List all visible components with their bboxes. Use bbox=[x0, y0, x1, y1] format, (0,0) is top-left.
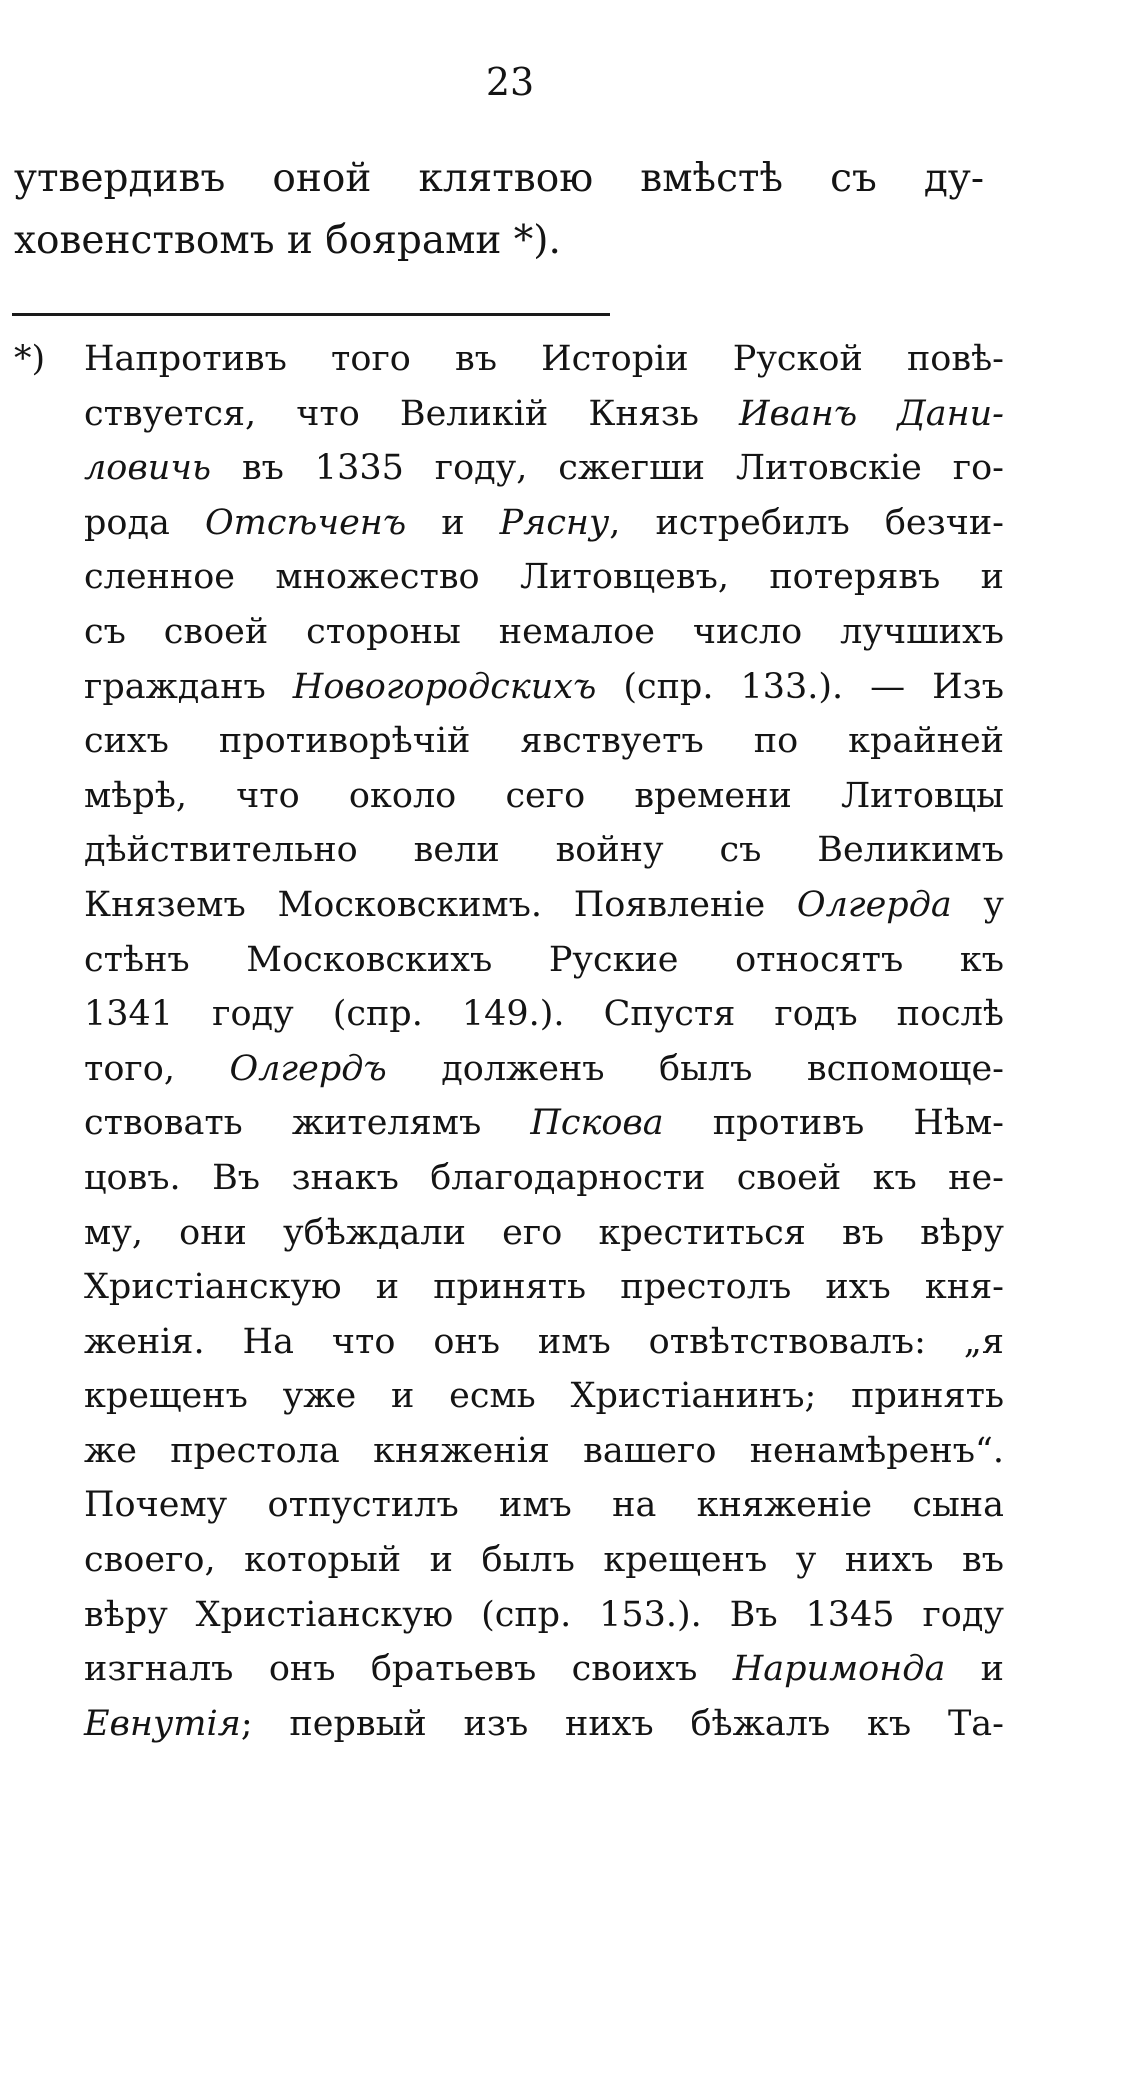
footnote-italic-name: Евнутія bbox=[84, 1703, 241, 1744]
footnote-text-run: гражданъ bbox=[84, 666, 293, 707]
main-text bbox=[14, 148, 984, 272]
footnote-text-run: рода bbox=[84, 502, 205, 543]
footnote-text-run: мѣрѣ, что около сего времени Литовцы bbox=[84, 775, 1004, 816]
footnote-text-run: дѣйствительно вели войну съ Великимъ bbox=[84, 830, 1004, 871]
footnote-text-run: вѣру Христіанскую (спр. 153.). Въ 1345 году bbox=[84, 1594, 1004, 1635]
footnote-line bbox=[84, 332, 1004, 387]
footnote-text-run: долженъ былъ вспомоще- bbox=[386, 1048, 1004, 1089]
footnote-line bbox=[84, 1369, 1004, 1424]
footnote-line bbox=[84, 714, 1004, 769]
footnote-text-run: (спр. 133.). — Изъ bbox=[596, 666, 1004, 707]
footnote-line bbox=[84, 1478, 1004, 1533]
footnote-line bbox=[84, 387, 1004, 442]
footnote-italic-name: Олгерда bbox=[796, 884, 952, 925]
footnote-text-run: Почему отпустилъ имъ на княженіе сына bbox=[84, 1485, 1004, 1526]
page-number: 23 bbox=[485, 60, 535, 104]
footnote-text-run: сленное множество Литовцевъ, потерявъ и bbox=[84, 557, 1004, 598]
footnote-line bbox=[84, 769, 1004, 824]
footnote-line bbox=[84, 878, 1004, 933]
footnote-text-run: 1341 году (спр. 149.). Спустя годъ послѣ bbox=[84, 994, 1004, 1035]
main-text-line: утвердивъ оной клятвою вмѣстѣ съ ду- bbox=[14, 156, 984, 201]
footnote-line bbox=[84, 496, 1004, 551]
footnote-line bbox=[84, 1424, 1004, 1479]
footnote-text-run: , истребилъ безчи- bbox=[609, 502, 1004, 543]
footnote-text-run: и bbox=[406, 502, 500, 543]
footnote-italic-name: Наримонда bbox=[732, 1649, 946, 1690]
footnote-line bbox=[84, 550, 1004, 605]
footnote-italic-name: Олгердъ bbox=[229, 1048, 387, 1089]
footnote-italic-name: Пскова bbox=[530, 1103, 664, 1144]
footnote-italic-name: Новогородскихъ bbox=[292, 666, 597, 707]
footnote-line bbox=[84, 1260, 1004, 1315]
footnote-text-run: у bbox=[951, 884, 1004, 925]
footnote-text-run: своего, который и былъ крещенъ у нихъ въ bbox=[84, 1540, 1004, 1581]
footnote bbox=[14, 332, 1004, 1751]
main-text-line: ховенствомъ и боярами *). bbox=[14, 218, 561, 263]
footnote-italic-name: ловичь bbox=[84, 448, 212, 489]
footnote-text-run: Княземъ Московскимъ. Появленіе bbox=[84, 884, 797, 925]
footnote-text-run: противъ Нѣм- bbox=[663, 1103, 1004, 1144]
footnote-separator-rule bbox=[12, 313, 610, 316]
footnote-text-run: сихъ противорѣчій явствуетъ по крайней bbox=[84, 721, 1004, 762]
footnote-text-run: женія. На что онъ имъ отвѣтствовалъ: „я bbox=[84, 1321, 1004, 1362]
footnote-text-run: Напротивъ того въ Исторіи Руской повѣ- bbox=[84, 339, 1004, 379]
footnote-line bbox=[84, 1533, 1004, 1588]
footnote-line bbox=[84, 605, 1004, 660]
footnote-line bbox=[84, 933, 1004, 988]
footnote-text-run: изгналъ онъ братьевъ своихъ bbox=[84, 1649, 733, 1690]
footnote-text-run: и bbox=[945, 1649, 1005, 1690]
footnote-line bbox=[84, 1206, 1004, 1261]
footnote-text-run: же престола княженія вашего ненамѣренъ“. bbox=[84, 1430, 1004, 1471]
footnote-text-run: ; первый изъ нихъ бѣжалъ къ Та- bbox=[240, 1703, 1004, 1744]
footnote-text-run: му, они убѣждали его креститься въ вѣру bbox=[84, 1212, 1004, 1253]
footnote-italic-name: Рясну bbox=[499, 502, 610, 543]
footnote-text-run: крещенъ уже и есмь Христіанинъ; принять bbox=[84, 1376, 1004, 1417]
footnote-marker: *) bbox=[14, 339, 46, 379]
footnote-line bbox=[84, 987, 1004, 1042]
footnote-line bbox=[84, 1315, 1004, 1370]
footnote-text-run: въ 1335 году, сжегши Литовскіе го- bbox=[211, 448, 1004, 489]
footnote-italic-name: Отсѣченъ bbox=[204, 502, 407, 543]
footnote-italic-name: Иванъ Дани- bbox=[739, 393, 1004, 434]
footnote-text-run: того, bbox=[84, 1048, 230, 1089]
footnote-line bbox=[84, 441, 1004, 496]
footnote-line bbox=[84, 1042, 1004, 1097]
footnote-text-run: Христіанскую и принять престолъ ихъ кня- bbox=[84, 1267, 1004, 1308]
footnote-line bbox=[84, 823, 1004, 878]
footnote-text-run: ствуется, что Великій Князь bbox=[84, 393, 740, 434]
footnote-text-run: съ своей стороны немалое число лучшихъ bbox=[84, 611, 1004, 652]
footnote-text-run: ствовать жителямъ bbox=[84, 1103, 531, 1144]
footnote-line bbox=[84, 1642, 1004, 1697]
footnote-line bbox=[84, 1697, 1004, 1752]
footnote-line bbox=[84, 1588, 1004, 1643]
footnote-text-run: цовъ. Въ знакъ благодарности своей къ не- bbox=[84, 1157, 1004, 1198]
footnote-line bbox=[84, 1096, 1004, 1151]
footnote-line bbox=[84, 660, 1004, 715]
footnote-line bbox=[84, 1151, 1004, 1206]
footnote-text-run: стѣнъ Московскихъ Руские относятъ къ bbox=[84, 939, 1004, 980]
